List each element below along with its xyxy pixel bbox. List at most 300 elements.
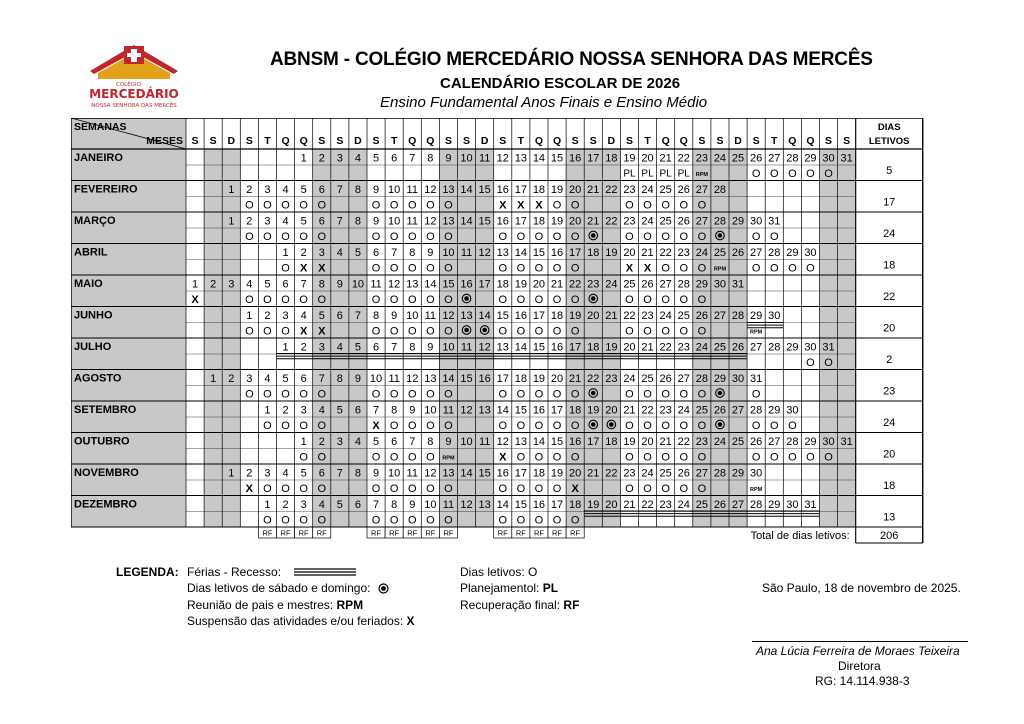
day-number: 20 — [550, 373, 564, 385]
calendar-table — [71, 118, 971, 544]
letivo-mark: O — [245, 199, 254, 212]
day-number: 29 — [768, 499, 781, 511]
letivo-mark: O — [407, 451, 417, 464]
letivo-mark: O — [389, 483, 399, 495]
legend-ferias: Férias - Recesso: — [187, 565, 282, 579]
letivo-mark: O — [281, 294, 290, 306]
day-number: 9 — [445, 152, 452, 165]
month-letivos-count: 24 — [883, 417, 896, 429]
letivo-mark: O — [407, 388, 417, 401]
day-number: 24 — [713, 436, 727, 448]
weekend-letivo-dot — [718, 233, 723, 238]
letivo-mark: O — [426, 262, 435, 275]
suspension-mark: X — [299, 262, 308, 275]
day-number: 7 — [391, 341, 398, 354]
legend-weekend: Dias letivos de sábado e domingo: — [187, 581, 371, 595]
letivo-mark: O — [697, 451, 707, 464]
day-number: 6 — [391, 436, 398, 448]
day-number: 19 — [550, 467, 564, 480]
letivo-mark: O — [751, 231, 761, 243]
day-number: 9 — [409, 499, 416, 511]
day-number: 13 — [442, 467, 455, 480]
day-number: 16 — [550, 247, 564, 259]
weekday-header: T — [264, 135, 271, 147]
day-number: 9 — [391, 310, 398, 322]
day-number: 15 — [532, 341, 546, 354]
weekday-header: Q — [299, 135, 308, 147]
day-number: 27 — [695, 467, 708, 480]
day-number: 28 — [713, 467, 727, 480]
day-number: 10 — [424, 499, 437, 511]
letivo-mark: O — [534, 514, 544, 527]
letivo-mark: O — [643, 294, 652, 306]
day-number: 26 — [695, 310, 708, 322]
day-number: 22 — [605, 467, 618, 480]
letivo-mark: O — [516, 262, 526, 275]
legend-suspension: Suspensão das atividades e/ou feriados: — [187, 614, 404, 628]
day-number: 21 — [623, 499, 636, 511]
day-number: 23 — [677, 247, 690, 259]
letivo-mark: O — [317, 388, 327, 401]
day-number: 27 — [713, 310, 727, 322]
day-number: 29 — [731, 215, 745, 228]
letivo-mark: O — [444, 514, 453, 527]
day-number: 25 — [659, 184, 672, 196]
day-number: 9 — [445, 436, 452, 448]
letivo-mark: O — [788, 262, 797, 275]
day-number: 14 — [496, 404, 509, 417]
day-number: 16 — [496, 215, 509, 228]
day-number: 2 — [246, 184, 253, 196]
day-number: 28 — [731, 310, 745, 322]
day-number: 21 — [605, 310, 618, 322]
day-number: 4 — [318, 404, 325, 417]
letivo-mark: O — [643, 388, 652, 401]
day-number: 28 — [750, 404, 763, 417]
letivo-mark: O — [245, 388, 254, 401]
day-number: 25 — [695, 499, 708, 511]
day-number: 20 — [623, 247, 636, 259]
weekday-header: Q — [408, 135, 417, 147]
weekday-header: S — [499, 135, 507, 147]
letivo-mark: O — [498, 231, 508, 243]
rf-label: RF — [407, 528, 418, 538]
logo-text-main: MERCEDÁRIO — [89, 87, 179, 101]
day-number: 18 — [569, 499, 582, 511]
letivo-mark: O — [806, 168, 815, 180]
letivo-mark: O — [769, 451, 779, 464]
day-number: 2 — [246, 467, 253, 480]
letivo-mark: O — [679, 325, 689, 338]
day-number: 1 — [228, 184, 235, 196]
day-number: 17 — [587, 436, 600, 448]
day-number: 25 — [713, 341, 727, 354]
day-number: 18 — [550, 310, 564, 322]
day-number: 15 — [460, 373, 473, 385]
day-number: 15 — [496, 310, 509, 322]
letivo-mark: O — [245, 325, 254, 338]
month-letivos-count: 23 — [883, 385, 896, 398]
day-number: 23 — [659, 404, 672, 417]
day-number: 28 — [786, 436, 799, 448]
weekend-letivo-dot — [464, 328, 469, 333]
letivo-mark: O — [516, 483, 526, 495]
day-number: 13 — [460, 310, 473, 322]
day-number: 8 — [409, 247, 416, 259]
day-number: 17 — [532, 310, 546, 322]
day-number: 16 — [532, 499, 546, 511]
day-number: 24 — [677, 499, 690, 511]
letivo-mark: O — [389, 451, 399, 464]
day-number: 20 — [587, 310, 600, 322]
day-number: 20 — [605, 499, 618, 511]
signer-name: Ana Lúcia Ferreira de Moraes Teixeira — [756, 644, 960, 658]
day-number: 7 — [409, 436, 416, 448]
day-number: 1 — [300, 152, 307, 165]
day-number: 6 — [391, 152, 398, 165]
day-number: 17 — [514, 184, 527, 196]
letivo-mark: O — [643, 231, 652, 243]
day-number: 7 — [372, 404, 380, 417]
day-number: 15 — [514, 499, 527, 511]
day-number: 5 — [336, 499, 343, 511]
letivo-mark: O — [570, 451, 580, 464]
education-levels: Ensino Fundamental Anos Finais e Ensino Médio — [380, 94, 708, 111]
day-number: 22 — [569, 278, 582, 291]
letivo-mark: O — [625, 451, 634, 464]
letivo-mark: O — [407, 325, 417, 338]
day-number: 29 — [804, 152, 817, 165]
weekday-header: Q — [552, 135, 562, 147]
weekday-header: Q — [661, 135, 670, 147]
letivo-mark: O — [570, 420, 580, 432]
day-number: 7 — [300, 278, 307, 291]
day-number: 11 — [442, 404, 455, 417]
page-title: ABNSM - COLÉGIO MERCEDÁRIO NOSSA SENHORA DAS MERCÊS — [270, 49, 873, 70]
day-number: 29 — [713, 373, 727, 385]
day-number: 31 — [840, 436, 853, 448]
suspension-mark: X — [318, 325, 326, 338]
day-number: 13 — [406, 278, 419, 291]
day-number: 16 — [514, 310, 527, 322]
day-number: 18 — [605, 436, 618, 448]
day-number: 20 — [569, 184, 582, 196]
day-number: 9 — [427, 341, 434, 354]
day-number: 27 — [695, 184, 708, 196]
month-name: JULHO — [74, 341, 112, 353]
day-number: 18 — [514, 373, 527, 385]
suspension-mark: X — [643, 262, 652, 275]
day-number: 9 — [427, 247, 434, 259]
day-number: 20 — [569, 467, 582, 480]
letivo-mark: O — [806, 451, 815, 464]
signer-rg: RG: 14.114.938-3 — [815, 674, 910, 688]
day-number: 15 — [532, 247, 546, 259]
weekday-header: D — [734, 135, 742, 147]
weekend-letivo-dot — [591, 233, 596, 238]
weekday-header: S — [752, 135, 760, 147]
day-number: 13 — [514, 436, 527, 448]
day-number: 26 — [731, 247, 745, 259]
rf-label: RF — [443, 528, 454, 538]
letivo-mark: O — [317, 451, 327, 464]
day-number: 1 — [210, 373, 217, 385]
letivo-mark: O — [281, 199, 290, 212]
day-number: 22 — [623, 310, 636, 322]
day-number: 9 — [409, 404, 416, 417]
day-number: 4 — [282, 184, 289, 196]
day-number: 1 — [300, 436, 307, 448]
day-number: 12 — [424, 184, 437, 196]
letivo-mark: O — [570, 231, 580, 243]
day-number: 3 — [300, 499, 307, 511]
day-number: 26 — [731, 341, 745, 354]
day-number: 25 — [677, 310, 690, 322]
day-number: 27 — [695, 215, 708, 228]
letivo-mark: O — [824, 357, 833, 369]
weekend-letivo-dot — [718, 422, 723, 427]
planning-mark: PL — [659, 168, 672, 180]
day-number: 6 — [354, 404, 362, 417]
weekday-header: S — [209, 135, 217, 147]
day-number: 29 — [768, 404, 781, 417]
letivo-mark: O — [516, 294, 526, 306]
day-number: 26 — [713, 404, 727, 417]
letivo-mark: O — [389, 294, 399, 306]
day-number: 10 — [424, 404, 437, 417]
weekend-letivo-dot — [591, 296, 596, 301]
letivo-mark: O — [389, 262, 399, 275]
day-number: 13 — [424, 373, 437, 385]
letivo-mark: O — [661, 231, 670, 243]
letivo-mark: O — [263, 483, 272, 495]
day-number: 19 — [569, 310, 582, 322]
day-number: 3 — [228, 278, 235, 291]
day-number: 19 — [587, 499, 600, 511]
day-number: 14 — [478, 310, 491, 322]
day-number: 4 — [264, 373, 271, 385]
day-number: 6 — [318, 215, 325, 228]
rf-label: RF — [316, 528, 327, 538]
month-name: AGOSTO — [74, 372, 122, 385]
day-number: 21 — [659, 152, 672, 165]
weekend-letivo-dot — [591, 422, 596, 427]
day-number: 29 — [750, 310, 763, 322]
month-letivos-count: 2 — [886, 354, 893, 366]
letivo-mark: O — [498, 262, 508, 275]
day-number: 7 — [372, 499, 380, 511]
day-number: 6 — [372, 341, 380, 354]
day-number: 11 — [406, 215, 418, 228]
suspension-mark: X — [372, 420, 380, 432]
month-name: JANEIRO — [74, 152, 123, 164]
day-number: 9 — [336, 278, 343, 291]
letivo-mark: O — [245, 294, 254, 306]
day-number: 4 — [246, 278, 253, 291]
letivo-mark: O — [263, 514, 272, 527]
legend-planning: Planejamentol: — [460, 581, 540, 595]
day-number: 13 — [496, 247, 509, 259]
letivo-mark: O — [317, 420, 327, 432]
day-number: 14 — [532, 152, 546, 165]
day-number: 27 — [768, 152, 781, 165]
letivo-mark: O — [281, 514, 290, 527]
weekday-header: Q — [534, 135, 544, 147]
day-number: 8 — [318, 278, 325, 291]
letivo-mark: O — [679, 231, 689, 243]
day-number: 22 — [641, 499, 654, 511]
day-number: 28 — [677, 278, 690, 291]
day-number: 7 — [391, 247, 398, 259]
weekday-header: S — [318, 135, 326, 147]
weekday-header: S — [698, 135, 706, 147]
rf-label: RF — [298, 528, 309, 538]
day-number: 15 — [442, 278, 455, 291]
weekday-header: S — [372, 135, 380, 147]
day-number: 22 — [659, 247, 672, 259]
letivo-mark: O — [498, 325, 508, 338]
letivo-mark: O — [552, 325, 562, 338]
letivo-mark: O — [552, 388, 562, 401]
letivo-mark: O — [371, 388, 381, 401]
day-number: 29 — [786, 341, 799, 354]
letivo-mark: O — [371, 231, 381, 243]
letivo-mark: O — [371, 325, 381, 338]
day-number: 18 — [605, 152, 618, 165]
day-number: 19 — [587, 404, 600, 417]
weekday-header: D — [227, 135, 236, 147]
day-number: 8 — [354, 467, 362, 480]
header-dias: DIAS — [877, 122, 901, 133]
letivo-mark: O — [281, 483, 290, 495]
letivo-mark: O — [426, 231, 435, 243]
letivo-mark: O — [552, 199, 562, 212]
month-name: OUTUBRO — [74, 435, 130, 448]
day-number: 5 — [354, 247, 362, 259]
day-number: 12 — [388, 278, 401, 291]
day-number: 5 — [282, 373, 289, 385]
letivo-mark: O — [407, 231, 417, 243]
day-number: 21 — [587, 184, 600, 196]
day-number: 2 — [228, 373, 235, 385]
day-number: 14 — [424, 278, 437, 291]
day-number: 30 — [786, 499, 799, 511]
legend-rpm: Reunião de pais e mestres: — [187, 598, 334, 612]
letivo-mark: O — [516, 231, 526, 243]
letivo-mark: O — [299, 451, 308, 464]
weekend-letivo-dot — [482, 328, 487, 333]
day-number: 25 — [641, 373, 654, 385]
day-number: 23 — [587, 278, 600, 291]
day-number: 11 — [478, 436, 491, 448]
letivo-mark: O — [751, 451, 761, 464]
day-number: 19 — [623, 152, 636, 165]
day-number: 12 — [424, 467, 437, 480]
day-number: 30 — [804, 341, 817, 354]
letivo-mark: O — [788, 420, 797, 432]
day-number: 8 — [427, 152, 434, 165]
day-number: 20 — [532, 278, 546, 291]
suspension-mark: X — [318, 262, 326, 275]
letivo-mark: O — [679, 294, 689, 306]
day-number: 21 — [550, 278, 564, 291]
day-number: 24 — [695, 247, 708, 259]
day-number: 17 — [496, 373, 509, 385]
letivo-mark: O — [534, 262, 544, 275]
month-name: DEZEMBRO — [74, 498, 137, 511]
month-letivos-count: 22 — [883, 291, 896, 303]
day-number: 14 — [460, 184, 473, 196]
page-subtitle: CALENDÁRIO ESCOLAR DE 2026 — [440, 75, 681, 92]
legend-recovery: Recuperação final: — [460, 598, 561, 612]
letivo-mark: O — [625, 325, 634, 338]
day-number: 11 — [424, 310, 437, 322]
day-number: 10 — [460, 436, 473, 448]
day-number: 21 — [623, 404, 636, 417]
day-number: 13 — [496, 341, 509, 354]
day-number: 30 — [822, 152, 835, 165]
day-number: 7 — [354, 310, 362, 322]
day-number: 30 — [713, 278, 727, 291]
day-number: 23 — [623, 467, 636, 480]
day-number: 4 — [354, 436, 362, 448]
letivo-mark: O — [389, 325, 399, 338]
day-number: 6 — [318, 467, 325, 480]
suspension-mark: X — [571, 483, 579, 495]
day-number: 10 — [460, 152, 473, 165]
day-number: 14 — [514, 247, 527, 259]
month-letivos-count: 18 — [883, 259, 896, 272]
day-number: 4 — [282, 467, 289, 480]
weekend-letivo-dot — [718, 391, 723, 396]
day-number: 4 — [354, 152, 362, 165]
letivo-mark: O — [552, 294, 562, 306]
weekday-header: S — [625, 135, 633, 147]
legend-title: LEGENDA: — [116, 565, 179, 579]
weekday-header: S — [843, 135, 851, 147]
letivo-mark: O — [697, 420, 707, 432]
letivo-mark: O — [516, 388, 526, 401]
weekday-header: D — [607, 135, 616, 147]
day-number: 3 — [264, 184, 271, 196]
letivo-mark: O — [299, 388, 308, 401]
rf-label: RF — [570, 528, 581, 538]
day-number: 30 — [804, 247, 817, 259]
letivo-mark: O — [371, 451, 381, 464]
letivo-mark: O — [552, 262, 562, 275]
day-number: 15 — [550, 152, 564, 165]
day-number: 8 — [354, 184, 362, 196]
weekday-header: S — [444, 135, 452, 147]
letivo-mark: O — [661, 262, 670, 275]
day-number: 4 — [318, 499, 325, 511]
letivo-mark: O — [299, 483, 308, 495]
signature-line — [752, 641, 968, 642]
day-number: 23 — [623, 215, 636, 228]
day-number: 28 — [713, 184, 727, 196]
day-number: 24 — [677, 404, 690, 417]
day-number: 13 — [478, 404, 491, 417]
header-meses: MESES — [146, 135, 183, 147]
letivo-mark: O — [679, 451, 689, 464]
letivo-mark: O — [317, 514, 327, 527]
day-number: 26 — [750, 152, 763, 165]
day-number: 1 — [228, 467, 235, 480]
day-number: 15 — [478, 184, 491, 196]
letivo-mark: O — [444, 199, 453, 212]
day-number: 16 — [569, 436, 582, 448]
weekday-header: D — [480, 135, 489, 147]
